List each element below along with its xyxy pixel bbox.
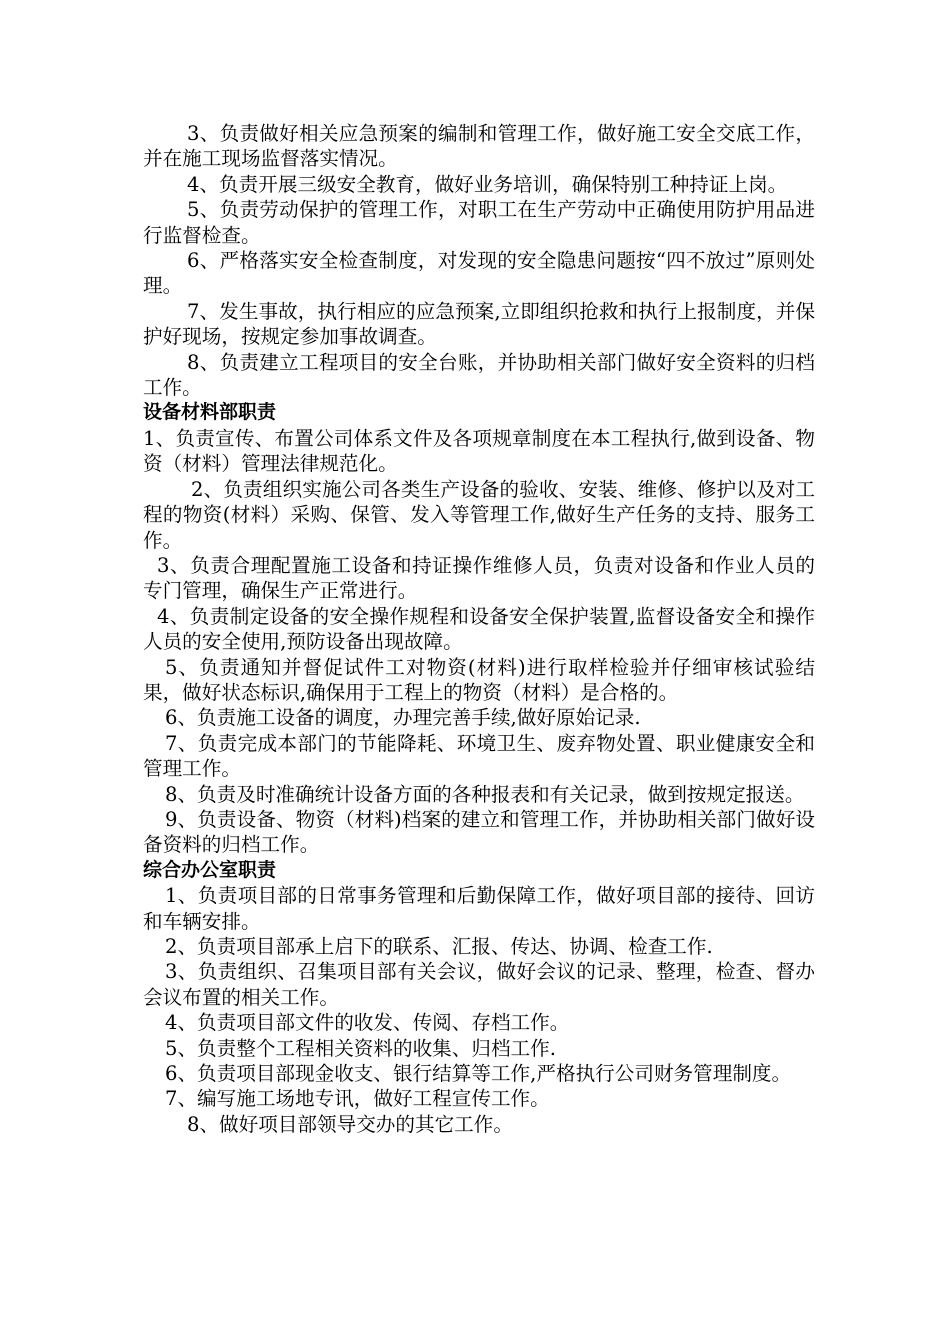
office-item-6: 6、负责项目部现金收支、银行结算等工作,严格执行公司财务管理制度。 (165, 1062, 792, 1086)
equipment-section-heading: 设备材料部职责 (143, 401, 277, 424)
equipment-item-5: 5、负责通知并督促试件工对物资(材料)进行取样检验并仔细审核试验结果，做好状态标识,确保用于工程上的物资（材料）是合格的。 (143, 655, 815, 704)
office-item-8: 8、做好项目部领导交办的其它工作。 (187, 1112, 513, 1136)
office-item-5: 5、负责整个工程相关资料的收集、归档工作. (165, 1036, 556, 1060)
safety-item-5: 5、负责劳动保护的管理工作，对职工在生产劳动中正确使用防护用品进行监督检查。 (143, 198, 815, 247)
equipment-item-9: 9、负责设备、物资（材料)档案的建立和管理工作，并协助相关部门做好设备资料的归档工作。 (143, 807, 815, 857)
office-item-3: 3、负责组织、召集项目部有关会议，做好会议的记录、整理，检查、督办会议布置的相关工作。 (143, 960, 815, 1009)
equipment-item-3: 3、负责合理配置施工设备和持证操作维修人员，负责对设备和作业人员的专门管理，确保生产正常进行。 (143, 553, 815, 603)
safety-item-3: 3、负责做好相关应急预案的编制和管理工作，做好施工安全交底工作，并在施工现场监督落实情况。 (143, 122, 815, 171)
equipment-item-7: 7、负责完成本部门的节能降耗、环境卫生、废弃物处置、职业健康安全和管理工作。 (143, 731, 815, 781)
office-item-4: 4、负责项目部文件的收发、传阅、存档工作。 (165, 1011, 570, 1035)
document-body (143, 121, 815, 1137)
safety-item-4: 4、负责开展三级安全教育，做好业务培训，确保特别工种持证上岗。 (187, 172, 788, 196)
equipment-item-4: 4、负责制定设备的安全操作规程和设备安全保护装置,监督设备安全和操作人员的安全使用,预防设备出现故障。 (143, 604, 815, 654)
office-item-7: 7、编写施工场地专讯，做好工程宣传工作。 (165, 1087, 550, 1111)
office-item-2: 2、负责项目部承上启下的联系、汇报、传达、协调、检查工作. (165, 935, 713, 958)
office-item-1: 1、负责项目部的日常事务管理和后勤保障工作，做好项目部的接待、回访和车辆安排。 (143, 884, 815, 933)
safety-item-7: 7、发生事故，执行相应的应急预案,立即组织抢救和执行上报制度，并保护好现场，按规定参加事故调查。 (143, 299, 815, 349)
safety-item-8: 8、负责建立工程项目的安全台账，并协助相关部门做好安全资料的归档工作。 (143, 350, 815, 400)
safety-item-6: 6、严格落实安全检查制度，对发现的安全隐患问题按“四不放过”原则处理。 (143, 249, 815, 298)
equipment-item-1: 1、负责宣传、布置公司体系文件及各项规章制度在本工程执行,做到设备、物资（材料）管理法律规范化。 (143, 426, 815, 476)
office-section-heading: 综合办公室职责 (143, 858, 277, 881)
equipment-item-6: 6、负责施工设备的调度，办理完善手续,做好原始记录. (165, 706, 641, 730)
equipment-item-8: 8、负责及时准确统计设备方面的各种报表和有关记录，做到按规定报送。 (165, 782, 805, 806)
equipment-item-2: 2、负责组织实施公司各类生产设备的验收、安装、维修、修护以及对工程的物资(材料）采购、保管、发入等管理工作,做好生产任务的支持、服务工作。 (143, 477, 815, 552)
